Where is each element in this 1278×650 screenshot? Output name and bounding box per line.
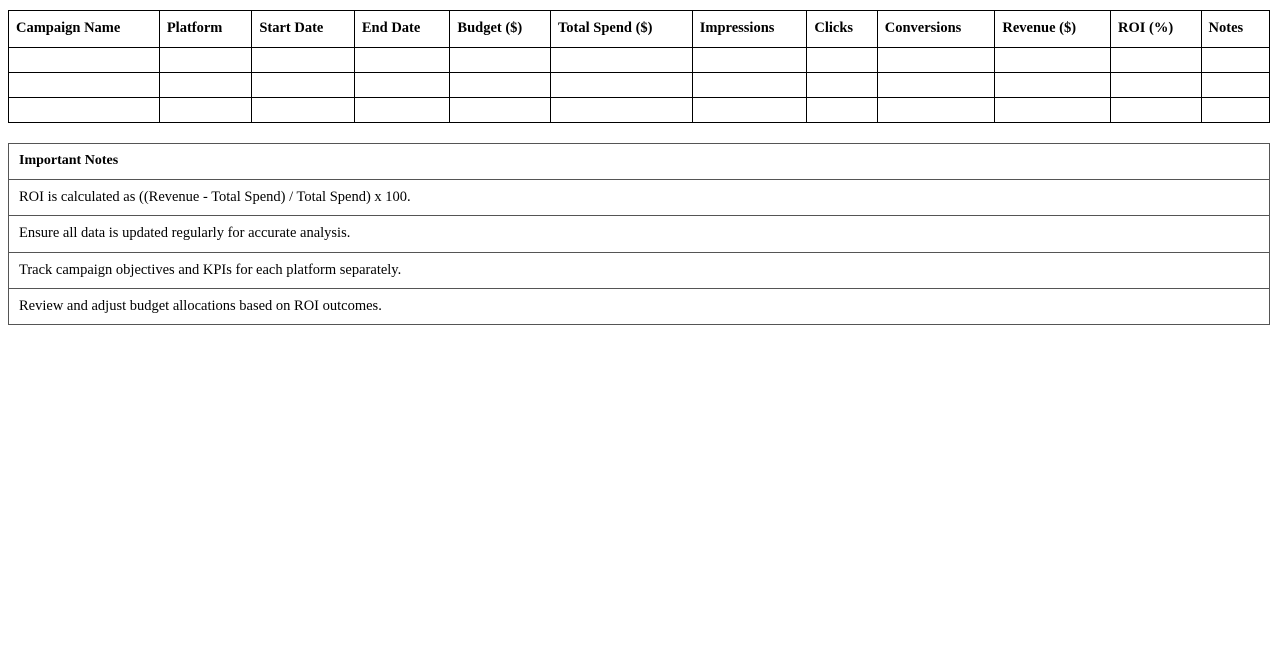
cell-roi[interactable] [1111,48,1202,73]
cell-campaign-name[interactable] [9,48,160,73]
cell-impressions[interactable] [692,73,807,98]
cell-notes[interactable] [1201,73,1269,98]
list-item [9,252,1270,288]
cell-platform[interactable] [159,48,252,73]
cell-roi[interactable] [1111,98,1202,123]
cell-revenue[interactable] [995,48,1111,73]
column-header-platform: Platform [159,11,252,48]
campaign-performance-table [8,10,1270,123]
cell-end-date[interactable] [354,48,450,73]
important-notes-table [8,143,1270,325]
column-header-start-date: Start Date [252,11,355,48]
table-row[interactable] [9,48,1270,73]
cell-impressions[interactable] [692,98,807,123]
cell-roi[interactable] [1111,73,1202,98]
cell-revenue[interactable] [995,98,1111,123]
cell-notes[interactable] [1201,98,1269,123]
cell-end-date[interactable] [354,73,450,98]
table-row[interactable] [9,98,1270,123]
table-row[interactable] [9,73,1270,98]
header-row [9,11,1270,48]
column-header-impressions: Impressions [692,11,807,48]
cell-conversions[interactable] [877,73,995,98]
column-header-notes: Notes [1201,11,1269,48]
note-text: Review and adjust budget allocations based on ROI outcomes. [9,288,1270,324]
cell-platform[interactable] [159,73,252,98]
column-header-campaign-name: Campaign Name [9,11,160,48]
note-text: ROI is calculated as ((Revenue - Total Spend) / Total Spend) x 100. [9,179,1270,215]
cell-campaign-name[interactable] [9,73,160,98]
cell-start-date[interactable] [252,73,355,98]
cell-total-spend[interactable] [550,98,692,123]
cell-clicks[interactable] [807,48,877,73]
campaign-table-header [9,11,1270,48]
column-header-end-date: End Date [354,11,450,48]
note-text: Ensure all data is updated regularly for accurate analysis. [9,216,1270,252]
cell-total-spend[interactable] [550,48,692,73]
cell-clicks[interactable] [807,73,877,98]
cell-end-date[interactable] [354,98,450,123]
cell-platform[interactable] [159,98,252,123]
cell-budget[interactable] [450,98,551,123]
cell-budget[interactable] [450,73,551,98]
list-item [9,179,1270,215]
note-text: Track campaign objectives and KPIs for each platform separately. [9,252,1270,288]
column-header-revenue: Revenue ($) [995,11,1111,48]
list-item [9,288,1270,324]
cell-clicks[interactable] [807,98,877,123]
cell-total-spend[interactable] [550,73,692,98]
cell-budget[interactable] [450,48,551,73]
cell-conversions[interactable] [877,48,995,73]
column-header-roi: ROI (%) [1111,11,1202,48]
cell-start-date[interactable] [252,48,355,73]
column-header-total-spend: Total Spend ($) [550,11,692,48]
cell-revenue[interactable] [995,73,1111,98]
column-header-budget: Budget ($) [450,11,551,48]
notes-table-body [9,179,1270,325]
cell-campaign-name[interactable] [9,98,160,123]
column-header-clicks: Clicks [807,11,877,48]
notes-header-label: Important Notes [9,144,1270,180]
cell-start-date[interactable] [252,98,355,123]
campaign-table-body [9,48,1270,123]
column-header-conversions: Conversions [877,11,995,48]
list-item [9,216,1270,252]
notes-header-row [9,144,1270,180]
cell-notes[interactable] [1201,48,1269,73]
cell-conversions[interactable] [877,98,995,123]
notes-table-header [9,144,1270,180]
cell-impressions[interactable] [692,48,807,73]
